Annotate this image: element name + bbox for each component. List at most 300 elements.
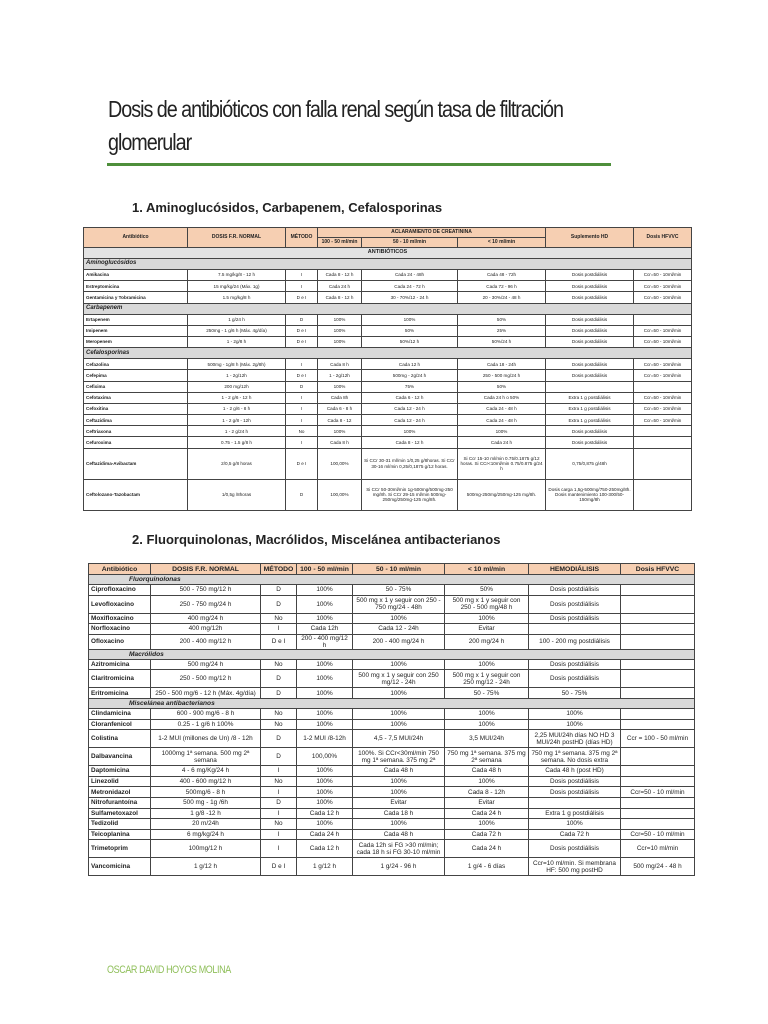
cell-dose-normal: 1/0,5g /8horas xyxy=(188,479,286,510)
cell-hfvvc xyxy=(621,595,695,613)
group-cefalosporinas: Cefalosporinas xyxy=(84,348,692,359)
header-antibiotico: Antibiótico xyxy=(84,228,188,248)
cell-ccr-100-50: 100,00% xyxy=(297,748,353,766)
table-row xyxy=(84,392,692,403)
cell-hfvvc: Ccr=50 - 10 ml/min xyxy=(621,787,695,798)
cell-hemodialysis: Cada 72 h xyxy=(529,829,621,840)
cell-hfvvc xyxy=(634,479,692,510)
cell-antibiotic: Estreptomicina xyxy=(84,281,188,292)
cell-method: No xyxy=(286,426,318,437)
cell-ccr-50-10: 100%. Si CCr<30ml/min 750 mg 1ª semana. 375 mg 2ª xyxy=(353,748,445,766)
cell-antibiotic: Dalbavancina xyxy=(89,748,151,766)
cell-ccr-100-50: Cada 12 h xyxy=(297,808,353,819)
cell-dose-normal: 400 mg/12h xyxy=(151,624,261,635)
cell-dose-normal: 1 g/24 h xyxy=(188,314,286,325)
cell-hemodialysis xyxy=(546,381,634,392)
cell-hemodialysis: Dosis postdiálisis xyxy=(546,336,634,347)
cell-hfvvc xyxy=(621,808,695,819)
cell-hfvvc: Ccr=10 ml/min xyxy=(621,840,695,858)
cell-method: D e I xyxy=(261,858,297,876)
cell-ccr-100-50: Cada 8h xyxy=(318,392,362,403)
cell-ccr-50-10: Cada 48 h xyxy=(353,829,445,840)
table-row xyxy=(84,426,692,437)
cell-hemodialysis: Extra 1 g postdiálisis xyxy=(546,403,634,414)
table-row xyxy=(84,437,692,448)
section-heading-1: 1. Aminoglucósidos, Carbapenem, Cefalosporinas xyxy=(132,200,443,215)
cell-hemodialysis: Dosis postdiálisis xyxy=(529,670,621,688)
cell-hemodialysis: Dosis postdiálisis xyxy=(546,325,634,336)
cell-antibiotic: Cefepima xyxy=(84,370,188,381)
cell-dose-normal: 1 - 2g/8 h xyxy=(188,336,286,347)
cell-method: I xyxy=(261,829,297,840)
cell-ccr-50-10: Cada 12h si FG >30 ml/min; cada 18 h si FG 30-10 ml/min xyxy=(353,840,445,858)
table-row xyxy=(89,858,695,876)
cell-dose-normal: 2/0,5 g/8 horas xyxy=(188,448,286,479)
cell-hemodialysis: Dosis postdiálisis xyxy=(529,787,621,798)
cell-ccr-50-10: 100% xyxy=(353,688,445,699)
cell-hemodialysis: Dosis postdiálisis xyxy=(546,270,634,281)
cell-hemodialysis: 100 - 200 mg postdiálisis xyxy=(529,634,621,649)
cell-hemodialysis: Dosis postdiálisis xyxy=(546,314,634,325)
cell-method: D xyxy=(261,748,297,766)
cell-dose-normal: 1.5 mg/kg/8 h xyxy=(188,292,286,303)
cell-antibiotic: Ceftolozano-Tazobactam xyxy=(84,479,188,510)
cell-ccr-50-10: Si CCr 30-31 ml/min 1/0,25 g/8horas. Si CCr 30-16 ml/min 0,25/0,1875 g/12 horas. xyxy=(362,448,458,479)
cell-dose-normal: 250 - 500 mg/12 h xyxy=(151,670,261,688)
cell-ccr-50-10: 100% xyxy=(353,787,445,798)
cell-ccr-100-50: 100,00% xyxy=(318,479,362,510)
table-row xyxy=(89,829,695,840)
cell-method: D e I xyxy=(286,292,318,303)
table-row xyxy=(84,281,692,292)
cell-ccr-lt-10: Cada 24 h xyxy=(445,840,529,858)
cell-antibiotic: Nitrofurantoína xyxy=(89,797,151,808)
cell-dose-normal: 500 mg/24 h xyxy=(151,659,261,670)
cell-antibiotic: Moxifloxacino xyxy=(89,613,151,624)
cell-ccr-lt-10: 500 mg x 1 y seguir con 250 mg/12 - 24h xyxy=(445,670,529,688)
cell-antibiotic: Levofloxacino xyxy=(89,595,151,613)
cell-antibiotic: Ceftazidima-Avibactam xyxy=(84,448,188,479)
cell-method: I xyxy=(286,281,318,292)
cell-ccr-50-10: 50% xyxy=(362,325,458,336)
cell-dose-normal: 1000mg 1ª semana. 500 mg 2ª semana xyxy=(151,748,261,766)
cell-hemodialysis xyxy=(529,797,621,808)
cell-ccr-100-50: 100% xyxy=(297,766,353,777)
cell-method: I xyxy=(286,359,318,370)
header-ccr-100-50: 100 - 50 ml/min xyxy=(297,564,353,575)
cell-hemodialysis: 0,75/0,875 g/48h xyxy=(546,448,634,479)
cell-ccr-100-50: 1-2 MUI /8-12h xyxy=(297,730,353,748)
cell-method: D xyxy=(261,797,297,808)
cell-hfvvc xyxy=(634,437,692,448)
cell-ccr-100-50: 100% xyxy=(297,595,353,613)
cell-ccr-lt-10: 50 - 75% xyxy=(445,688,529,699)
cell-ccr-lt-10: 50% xyxy=(458,381,546,392)
cell-antibiotic: Norfloxacino xyxy=(89,624,151,635)
cell-hfvvc: Ccr=50 - 10ml/min xyxy=(634,392,692,403)
cell-hemodialysis: Dosis postdiálisis xyxy=(529,840,621,858)
cell-method: D e I xyxy=(286,448,318,479)
cell-ccr-50-10: 100% xyxy=(362,426,458,437)
cell-hfvvc xyxy=(634,426,692,437)
cell-hemodialysis: Dosis postdiálisis xyxy=(529,613,621,624)
cell-method: I xyxy=(286,415,318,426)
cell-method: I xyxy=(261,766,297,777)
cell-antibiotic: Ofloxacino xyxy=(89,634,151,649)
header-hfvvc: Dosis HFVVC xyxy=(621,564,695,575)
cell-dose-normal: 200 mg/12h xyxy=(188,381,286,392)
cell-hfvvc: Ccr = 100 - 50 ml/min xyxy=(621,730,695,748)
cell-antibiotic: Sulfametoxazol xyxy=(89,808,151,819)
group-miscelanea: Miscelánea antibacterianos xyxy=(89,698,695,708)
cell-hemodialysis: Dosis postdiálisis xyxy=(546,292,634,303)
group-aminoglucosidos: Aminoglucósidos xyxy=(84,259,692,270)
cell-hfvvc xyxy=(621,613,695,624)
cell-antibiotic: Cefotaxima xyxy=(84,392,188,403)
cell-method: D xyxy=(261,730,297,748)
cell-ccr-100-50: 100% xyxy=(318,426,362,437)
table-row xyxy=(89,634,695,649)
cell-method: D xyxy=(261,670,297,688)
cell-ccr-50-10: 30 - 70%/12 - 24 h xyxy=(362,292,458,303)
table-row xyxy=(84,415,692,426)
table-row xyxy=(89,840,695,858)
cell-ccr-100-50: 200 - 400 mg/12 h xyxy=(297,634,353,649)
header-c2: 50 - 10 ml/min xyxy=(362,238,458,248)
cell-ccr-100-50: 100% xyxy=(318,381,362,392)
cell-antibiotic: Tedizolid xyxy=(89,819,151,830)
header-ccr-lt-10: < 10 ml/min xyxy=(445,564,529,575)
header-method: MÉTODO xyxy=(261,564,297,575)
cell-hfvvc xyxy=(621,776,695,787)
header-hfvvc: Dosis HFVVC xyxy=(634,228,692,248)
cell-hfvvc xyxy=(621,634,695,649)
cell-dose-normal: 0.25 - 1 g/6 h 100% xyxy=(151,719,261,730)
cell-ccr-50-10: Cada 18 h xyxy=(353,808,445,819)
cell-ccr-50-10: 200 - 400 mg/24 h xyxy=(353,634,445,649)
cell-antibiotic: Ceftriaxona xyxy=(84,426,188,437)
cell-ccr-100-50: 100% xyxy=(297,585,353,596)
cell-ccr-lt-10: 50% xyxy=(445,585,529,596)
cell-dose-normal: 250 - 750 mg/24 h xyxy=(151,595,261,613)
cell-ccr-lt-10: Cada 24 h xyxy=(445,808,529,819)
cell-antibiotic: Cloranfenicol xyxy=(89,719,151,730)
cell-ccr-lt-10: 100% xyxy=(445,613,529,624)
cell-hemodialysis: 100% xyxy=(529,708,621,719)
cell-hemodialysis: Cada 48 h (post HD) xyxy=(529,766,621,777)
table-row xyxy=(89,766,695,777)
cell-antibiotic: Cefixima xyxy=(84,381,188,392)
cell-ccr-lt-10: Cada 48 - 72h xyxy=(458,270,546,281)
cell-hemodialysis: Ccr=10 ml/min. Si membrana HF: 500 mg postHD xyxy=(529,858,621,876)
cell-ccr-50-10: 50 - 75% xyxy=(353,585,445,596)
cell-dose-normal: 20 m/24h xyxy=(151,819,261,830)
cell-hemodialysis: 50 - 75% xyxy=(529,688,621,699)
cell-dose-normal: 0.75 - 1.5 g/8 h xyxy=(188,437,286,448)
cell-dose-normal: 1 - 2 g/6 - 12 h xyxy=(188,392,286,403)
cell-antibiotic: Cefazolina xyxy=(84,359,188,370)
cell-method: I xyxy=(286,392,318,403)
cell-method: D xyxy=(286,479,318,510)
table-row xyxy=(84,448,692,479)
cell-hfvvc: Ccr=50 - 10ml/min xyxy=(634,359,692,370)
cell-hemodialysis: Dosis postdiálisis xyxy=(546,437,634,448)
table-row xyxy=(84,370,692,381)
cell-hfvvc: Ccr=50 - 10 ml/min xyxy=(621,829,695,840)
cell-dose-normal: 250 - 500 mg/6 - 12 h (Máx. 4g/día) xyxy=(151,688,261,699)
cell-ccr-100-50: Cada 8 - 12 xyxy=(318,415,362,426)
cell-hemodialysis: Dosis postdiálisis xyxy=(529,595,621,613)
cell-ccr-50-10: 100% xyxy=(353,613,445,624)
cell-hfvvc: Ccr=50 - 10ml/min xyxy=(634,292,692,303)
cell-ccr-100-50: Cada 24 h xyxy=(318,281,362,292)
table-row xyxy=(84,403,692,414)
table-row xyxy=(84,359,692,370)
group-fluorquinolonas: Fluorquinolonas xyxy=(89,575,695,585)
cell-dose-normal: 400 - 600 mg/12 h xyxy=(151,776,261,787)
cell-antibiotic: Ertapenem xyxy=(84,314,188,325)
cell-antibiotic: Ceftazidima xyxy=(84,415,188,426)
cell-ccr-100-50: 100% xyxy=(297,613,353,624)
cell-ccr-100-50: 100% xyxy=(297,708,353,719)
table-row xyxy=(89,730,695,748)
cell-method: I xyxy=(286,403,318,414)
cell-ccr-50-10: Cada 12 h xyxy=(362,359,458,370)
table-row xyxy=(89,585,695,596)
cell-ccr-50-10: Cada 24 - 72 h xyxy=(362,281,458,292)
cell-ccr-100-50: 100% xyxy=(297,670,353,688)
cell-ccr-lt-10: Evitar xyxy=(445,624,529,635)
header-dose-normal: DOSIS F.R. NORMAL xyxy=(151,564,261,575)
cell-ccr-50-10: Si CCr 50-30ml/min 1g-500mg/500mg-250 mg/8h. Si CCr 29-15 ml/min 500mg-250mg/250mg-125 mg/8h. xyxy=(362,479,458,510)
header-c1: 100 - 50 ml/min xyxy=(318,238,362,248)
cell-ccr-100-50: 100% xyxy=(297,688,353,699)
cell-ccr-50-10: 100% xyxy=(353,719,445,730)
cell-hfvvc: Ccr=50 - 10ml/min xyxy=(634,370,692,381)
cell-ccr-100-50: Cada 6 - 8 h xyxy=(318,403,362,414)
cell-hfvvc: Ccr=50 - 10ml/min xyxy=(634,325,692,336)
cell-hfvvc: Ccr=50 - 10ml/min xyxy=(634,336,692,347)
cell-hemodialysis: Dosis carga 1,5g-500mg/750-250mg/8h. Dosis mantenimiento 100-300/50-150mg/8h xyxy=(546,479,634,510)
cell-hfvvc: Ccr=50 - 10ml/min xyxy=(634,403,692,414)
cell-hfvvc xyxy=(634,448,692,479)
cell-ccr-50-10: 500 mg x 1 y seguir con 250 - 750 mg/24 - 48h xyxy=(353,595,445,613)
cell-hfvvc xyxy=(621,688,695,699)
cell-dose-normal: 1-2 MUI (millones de Un) /8 - 12h xyxy=(151,730,261,748)
cell-ccr-lt-10: 100% xyxy=(445,819,529,830)
cell-antibiotic: Vancomicina xyxy=(89,858,151,876)
table-row xyxy=(84,479,692,510)
cell-hemodialysis: Extra 1 g postdiálisis xyxy=(546,392,634,403)
header-c3: < 10 ml/min xyxy=(458,238,546,248)
cell-method: I xyxy=(286,270,318,281)
cell-dose-normal: 7.5 mg/kg/8 - 12 h xyxy=(188,270,286,281)
cell-ccr-50-10: 75% xyxy=(362,381,458,392)
cell-antibiotic: Imipenem xyxy=(84,325,188,336)
cell-ccr-lt-10: 100% xyxy=(445,659,529,670)
cell-antibiotic: Metronidazol xyxy=(89,787,151,798)
cell-ccr-50-10: Cada 12 - 24h xyxy=(353,624,445,635)
table-row xyxy=(84,381,692,392)
cell-dose-normal: 100mg/12 h xyxy=(151,840,261,858)
cell-method: D e I xyxy=(286,336,318,347)
cell-dose-normal: 500mg/6 - 8 h xyxy=(151,787,261,798)
cell-ccr-lt-10: Evitar xyxy=(445,797,529,808)
cell-ccr-lt-10: 50% xyxy=(458,314,546,325)
table-row xyxy=(89,787,695,798)
cell-dose-normal: 200 - 400 mg/12 h xyxy=(151,634,261,649)
cell-ccr-lt-10: 750 mg 1ª semana. 375 mg 2ª semana xyxy=(445,748,529,766)
cell-hemodialysis: Dosis postdiálisis xyxy=(546,359,634,370)
cell-ccr-100-50: 100% xyxy=(297,659,353,670)
cell-hemodialysis: Extra 1 g postdiálisis xyxy=(546,415,634,426)
cell-hfvvc: Ccr=50 - 10ml/min xyxy=(634,281,692,292)
cell-method: I xyxy=(261,840,297,858)
cell-ccr-50-10: Cada 24 - 48h xyxy=(362,270,458,281)
header-aclaramiento: ACLARAMIENTO DE CREATININA xyxy=(318,228,546,238)
cell-ccr-lt-10: 500mg-250mg/250mg-125 mg/8h. xyxy=(458,479,546,510)
table-row xyxy=(89,819,695,830)
cell-method: D xyxy=(286,314,318,325)
cell-ccr-lt-10: 50%/24 h xyxy=(458,336,546,347)
cell-ccr-lt-10: Cada 72 - 96 h xyxy=(458,281,546,292)
cell-ccr-100-50: Cada 8 - 12 h xyxy=(318,270,362,281)
table-row xyxy=(84,336,692,347)
table-row xyxy=(89,624,695,635)
cell-method: No xyxy=(261,819,297,830)
table-row xyxy=(84,314,692,325)
antibiotics-table-1 xyxy=(83,227,692,511)
table-row xyxy=(89,670,695,688)
table-row xyxy=(89,708,695,719)
cell-hemodialysis: Dosis postdiálisis xyxy=(546,370,634,381)
cell-ccr-lt-10: Cada 18 - 24h xyxy=(458,359,546,370)
table-row xyxy=(89,595,695,613)
cell-antibiotic: Clindamicina xyxy=(89,708,151,719)
cell-method: No xyxy=(261,776,297,787)
cell-hemodialysis: Dosis postdiálisis xyxy=(529,776,621,787)
section-heading-2: 2. Fluorquinolonas, Macrólidos, Miscelánea antibacterianos xyxy=(132,532,501,547)
cell-method: D e I xyxy=(286,325,318,336)
group-carbapenem: Carbapenem xyxy=(84,303,692,314)
cell-dose-normal: 6 mg/kg/24 h xyxy=(151,829,261,840)
cell-ccr-100-50: 100% xyxy=(318,336,362,347)
cell-dose-normal: 1 g/8 -12 h xyxy=(151,808,261,819)
cell-method: I xyxy=(261,808,297,819)
cell-ccr-lt-10: Si Ccr 15-10 ml/min 0.75/0.1875 g/12 horas. Si CCr<10ml/min 0.75/0.875 g/24 h xyxy=(458,448,546,479)
cell-ccr-lt-10: 500 mg x 1 y seguir con 250 - 500 mg/48 h xyxy=(445,595,529,613)
cell-ccr-100-50: Cada 8 h xyxy=(318,359,362,370)
cell-ccr-50-10: Evitar xyxy=(353,797,445,808)
cell-method: D e I xyxy=(261,634,297,649)
cell-antibiotic: Amikacina xyxy=(84,270,188,281)
cell-hemodialysis: Dosis postdiálisis xyxy=(529,659,621,670)
cell-hfvvc xyxy=(621,719,695,730)
cell-ccr-100-50: 100% xyxy=(297,797,353,808)
cell-method: No xyxy=(261,659,297,670)
cell-ccr-lt-10: 100% xyxy=(445,776,529,787)
cell-antibiotic: Daptomicina xyxy=(89,766,151,777)
cell-dose-normal: 500 - 750 mg/12 h xyxy=(151,585,261,596)
cell-antibiotic: Claritromicina xyxy=(89,670,151,688)
table-row xyxy=(89,797,695,808)
cell-hemodialysis: 750 mg 1ª semana. 375 mg 2ª semana. No dosis extra xyxy=(529,748,621,766)
cell-hfvvc: 500 mg/24 - 48 h xyxy=(621,858,695,876)
cell-ccr-lt-10: 25% xyxy=(458,325,546,336)
cell-ccr-lt-10: Cada 8 - 12h xyxy=(445,787,529,798)
cell-antibiotic: Meropenem xyxy=(84,336,188,347)
header-antibiotic: Antibiótico xyxy=(89,564,151,575)
author-footer: OSCAR DAVID HOYOS MOLINA xyxy=(107,964,231,976)
cell-hfvvc xyxy=(621,708,695,719)
cell-ccr-100-50: Cada 8 - 12 h xyxy=(318,292,362,303)
table-row xyxy=(89,719,695,730)
cell-antibiotic: Trimetoprim xyxy=(89,840,151,858)
header-hemodialysis: HEMODIÁLISIS xyxy=(529,564,621,575)
cell-hfvvc xyxy=(634,381,692,392)
cell-ccr-lt-10: Cada 24 - 48 h xyxy=(458,403,546,414)
cell-hfvvc xyxy=(621,797,695,808)
cell-ccr-50-10: 100% xyxy=(353,708,445,719)
cell-ccr-100-50: 100,00% xyxy=(318,448,362,479)
cell-hfvvc xyxy=(621,659,695,670)
cell-ccr-lt-10: 1 g/4 - 6 días xyxy=(445,858,529,876)
cell-dose-normal: 600 - 900 mg/6 - 8 h xyxy=(151,708,261,719)
cell-method: No xyxy=(261,708,297,719)
table-row xyxy=(89,613,695,624)
title-underline xyxy=(107,163,611,166)
cell-antibiotic: Eritromicina xyxy=(89,688,151,699)
cell-ccr-lt-10: 100% xyxy=(458,426,546,437)
cell-ccr-100-50: 100% xyxy=(297,776,353,787)
cell-dose-normal: 250mg - 1 g/6 h (Máx. 4g/día) xyxy=(188,325,286,336)
cell-method: No xyxy=(261,613,297,624)
cell-ccr-100-50: Cada 8 h xyxy=(318,437,362,448)
cell-ccr-50-10: Cada 12 - 24 h xyxy=(362,403,458,414)
cell-antibiotic: Gentamicina y Tobramicina xyxy=(84,292,188,303)
cell-ccr-100-50: Cada 24 h xyxy=(297,829,353,840)
cell-ccr-lt-10: Cada 24 - 48 h xyxy=(458,415,546,426)
cell-ccr-lt-10: 20 - 30%/24 - 48 h xyxy=(458,292,546,303)
cell-hfvvc xyxy=(634,314,692,325)
cell-antibiotic: Cefoxitina xyxy=(84,403,188,414)
cell-hemodialysis: Dosis postdiálisis xyxy=(546,426,634,437)
cell-hemodialysis: 100% xyxy=(529,819,621,830)
cell-dose-normal: 1 - 2g/12h xyxy=(188,370,286,381)
cell-ccr-50-10: Cada 6 - 12 h xyxy=(362,392,458,403)
cell-hfvvc xyxy=(621,585,695,596)
cell-dose-normal: 1 - 2 g/8 - 12h xyxy=(188,415,286,426)
cell-dose-normal: 500 mg - 1g /6h xyxy=(151,797,261,808)
cell-ccr-lt-10: 3,5 MUI/24h xyxy=(445,730,529,748)
cell-ccr-50-10: 100% xyxy=(353,776,445,787)
cell-hfvvc xyxy=(621,766,695,777)
cell-method: D xyxy=(286,381,318,392)
table-row xyxy=(84,292,692,303)
page-title: Dosis de antibióticos con falla renal según tasa de filtración glomerular xyxy=(108,96,563,155)
cell-ccr-50-10: 500mg - 2g/24 h xyxy=(362,370,458,381)
cell-dose-normal: 1 g/12 h xyxy=(151,858,261,876)
cell-antibiotic: Cefuroxima xyxy=(84,437,188,448)
cell-antibiotic: Azitromicina xyxy=(89,659,151,670)
cell-ccr-100-50: 100% xyxy=(318,314,362,325)
cell-hemodialysis: Dosis postdiálisis xyxy=(529,585,621,596)
header-hd: Suplemento HD xyxy=(546,228,634,248)
header-ccr-50-10: 50 - 10 ml/min xyxy=(353,564,445,575)
cell-ccr-50-10: 4,5 - 7,5 MUI/24h xyxy=(353,730,445,748)
band-antibioticos: ANTIBIÓTICOS xyxy=(84,248,692,259)
cell-ccr-lt-10: 100% xyxy=(445,719,529,730)
